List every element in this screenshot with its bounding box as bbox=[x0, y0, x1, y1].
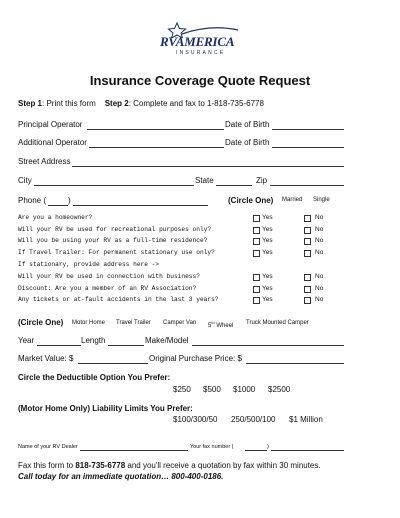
street-address-field[interactable] bbox=[72, 166, 344, 167]
footer-fax-number: 818-735-6778 bbox=[75, 461, 126, 470]
yes-checkbox[interactable] bbox=[253, 227, 260, 234]
zip-field[interactable] bbox=[270, 185, 344, 186]
state-label: State bbox=[195, 176, 214, 185]
question-text: If Travel Trailer: For permanent stationary use only? bbox=[18, 249, 215, 256]
no-label: No bbox=[315, 249, 324, 256]
deductible-option[interactable]: $1000 bbox=[233, 385, 256, 394]
no-checkbox[interactable] bbox=[304, 274, 311, 281]
footer-fax-line bbox=[18, 461, 321, 470]
market-value-field[interactable] bbox=[78, 363, 148, 364]
year-field[interactable] bbox=[37, 345, 81, 346]
yes-label: Yes bbox=[262, 285, 273, 292]
principal-operator-label: Principal Operator bbox=[18, 120, 83, 129]
purchase-price-label: Original Purchase Price: $ bbox=[149, 354, 242, 363]
city-label: City bbox=[18, 176, 32, 185]
no-checkbox[interactable] bbox=[304, 238, 311, 245]
yes-label: Yes bbox=[262, 237, 273, 244]
yes-checkbox[interactable] bbox=[253, 274, 260, 281]
dealer-field[interactable] bbox=[80, 450, 188, 451]
zip-label: Zip bbox=[256, 176, 268, 185]
footer-post: and you'll receive a quotation by fax within 30 minutes. bbox=[125, 461, 321, 470]
fax-number-field[interactable] bbox=[271, 450, 344, 451]
fax-label: Your fax number ( bbox=[190, 444, 234, 450]
logo-brand: RVAMERICA bbox=[160, 34, 235, 49]
question-text: If stationary, provide address here -> bbox=[18, 261, 160, 268]
married-option[interactable]: Married bbox=[282, 197, 303, 203]
no-checkbox[interactable] bbox=[304, 286, 311, 293]
no-label: No bbox=[315, 273, 324, 280]
question-text: Will your RV be used in connection with business? bbox=[18, 273, 200, 280]
question-text: Discount: Are you a member of an RV Association? bbox=[18, 285, 197, 292]
question-text: Any tickets or at-fault accidents in the last 3 years? bbox=[18, 296, 219, 303]
dob1-field[interactable] bbox=[272, 129, 344, 130]
no-label: No bbox=[315, 296, 324, 303]
liability-option[interactable]: $100/300/50 bbox=[173, 415, 218, 424]
no-label: No bbox=[315, 226, 324, 233]
marital-circle-one: (Circle One) bbox=[228, 196, 274, 205]
length-field[interactable] bbox=[108, 345, 144, 346]
rv-type-circle-one: (Circle One) bbox=[18, 318, 64, 327]
phone-close: ) bbox=[68, 196, 71, 205]
dealer-label: Name of your RV Dealer bbox=[18, 444, 78, 450]
logo-sub: INSURANCE bbox=[176, 50, 226, 56]
yes-checkbox[interactable] bbox=[253, 215, 260, 222]
rv-america-logo bbox=[160, 22, 242, 66]
deductible-option[interactable]: $250 bbox=[173, 385, 191, 394]
question-text: Will your RV be used for recreational purposes only? bbox=[18, 226, 212, 233]
street-address-label: Street Address bbox=[18, 157, 71, 166]
deductible-option[interactable]: $2500 bbox=[268, 385, 291, 394]
single-option[interactable]: Single bbox=[313, 197, 330, 203]
yes-label: Yes bbox=[262, 214, 273, 221]
liability-option[interactable]: 250/500/100 bbox=[231, 415, 276, 424]
principal-operator-field[interactable] bbox=[87, 129, 224, 130]
step2-text: : Complete and fax to 1-818-735-6778 bbox=[128, 99, 264, 108]
fax-close: ) bbox=[267, 444, 269, 450]
rv-type-fifth-wheel[interactable] bbox=[208, 320, 233, 329]
yes-checkbox[interactable] bbox=[253, 238, 260, 245]
no-checkbox[interactable] bbox=[304, 215, 311, 222]
rv-type-motor-home[interactable]: Motor Home bbox=[72, 320, 106, 326]
liability-heading: (Motor Home Only) Liability Limits You Prefer: bbox=[18, 404, 193, 413]
no-label: No bbox=[315, 285, 324, 292]
fifth-wheel-num: 5 bbox=[208, 323, 212, 329]
phone-label: Phone ( bbox=[18, 196, 47, 205]
question-text: Will you be using your RV as a full-time residence? bbox=[18, 237, 208, 244]
phone-number-field[interactable] bbox=[73, 205, 208, 206]
yes-label: Yes bbox=[262, 296, 273, 303]
state-field[interactable] bbox=[216, 185, 252, 186]
no-checkbox[interactable] bbox=[304, 250, 311, 257]
dob1-label: Date of Birth bbox=[225, 120, 270, 129]
footer-pre: Fax this form to bbox=[18, 461, 76, 470]
make-model-field[interactable] bbox=[192, 345, 344, 346]
deductible-option[interactable]: $500 bbox=[203, 385, 221, 394]
phone-area-field[interactable] bbox=[48, 205, 68, 206]
no-label: No bbox=[315, 237, 324, 244]
step2-label: Step 2 bbox=[104, 99, 129, 108]
step1-text: : Print this form bbox=[42, 99, 96, 108]
dob2-label: Date of Birth bbox=[225, 138, 270, 147]
rv-type-truck-mounted[interactable]: Truck Mounted Camper bbox=[246, 320, 309, 326]
page-title: Insurance Coverage Quote Request bbox=[89, 73, 311, 88]
make-model-label: Make/Model bbox=[145, 336, 189, 345]
additional-operator-label: Additional Operator bbox=[18, 138, 87, 147]
rv-type-travel-trailer[interactable]: Travel Trailer bbox=[116, 320, 151, 326]
question-text: Are you a homeowner? bbox=[18, 214, 93, 221]
dob2-field[interactable] bbox=[272, 147, 344, 148]
length-label: Length bbox=[81, 336, 106, 345]
yes-checkbox[interactable] bbox=[253, 286, 260, 293]
fifth-wheel-sup: th bbox=[211, 320, 215, 325]
steps-line bbox=[18, 99, 264, 108]
footer-call-line: Call today for an immediate quotation… 800-400-0186. bbox=[18, 472, 224, 481]
yes-label: Yes bbox=[262, 273, 273, 280]
market-value-label: Market Value: $ bbox=[18, 354, 74, 363]
city-field[interactable] bbox=[34, 185, 194, 186]
no-label: No bbox=[315, 214, 324, 221]
no-checkbox[interactable] bbox=[304, 297, 311, 304]
additional-operator-field[interactable] bbox=[89, 147, 224, 148]
liability-option[interactable]: $1 Million bbox=[289, 415, 323, 424]
yes-checkbox[interactable] bbox=[253, 250, 260, 257]
no-checkbox[interactable] bbox=[304, 227, 311, 234]
step1-label: Step 1 bbox=[18, 99, 43, 108]
rv-type-camper-van[interactable]: Camper Van bbox=[163, 320, 197, 326]
fax-area-field[interactable] bbox=[245, 450, 267, 451]
purchase-price-field[interactable] bbox=[246, 363, 344, 364]
year-label: Year bbox=[18, 336, 35, 345]
fifth-wheel-word: Wheel bbox=[216, 323, 234, 329]
deductible-heading: Circle the Deductible Option You Prefer: bbox=[18, 373, 171, 382]
yes-checkbox[interactable] bbox=[253, 297, 260, 304]
yes-label: Yes bbox=[262, 249, 273, 256]
yes-label: Yes bbox=[262, 226, 273, 233]
